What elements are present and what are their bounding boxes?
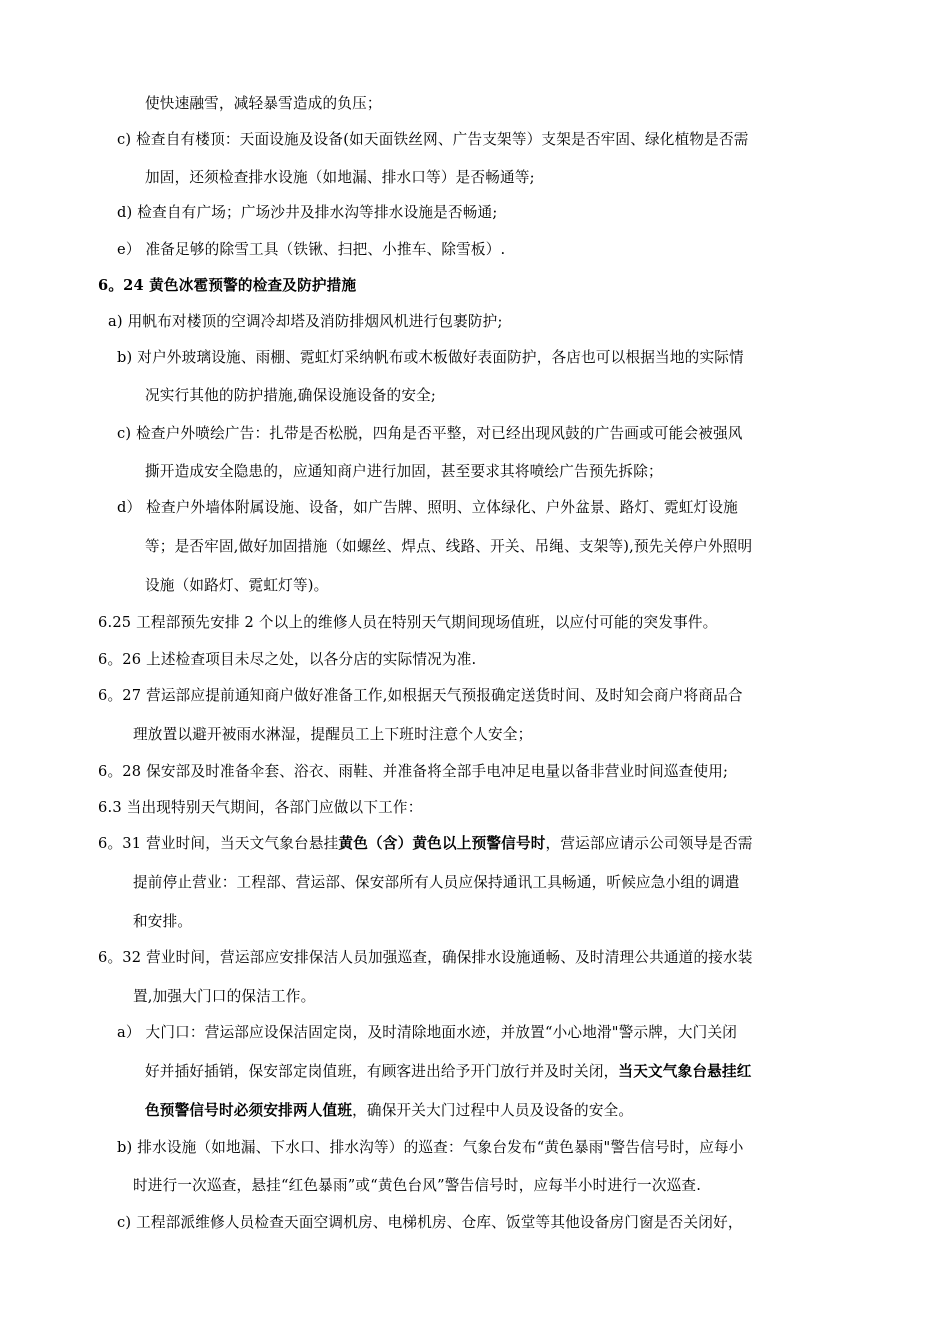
text-run: 设施（如路灯、霓虹灯等)。: [145, 577, 329, 594]
text-run: d) 检查自有广场；广场沙井及排水沟等排水设施是否畅通;: [117, 204, 498, 221]
text-run: 时进行一次巡查，悬挂“红色暴雨”或“黄色台风”警告信号时，应每半小时进行一次巡查.: [133, 1177, 702, 1194]
text-run: 6。31 营业时间，当天文气象台悬挂: [98, 835, 339, 852]
paragraph-line: [0, 912, 950, 932]
text-run: 6。24 黄色冰雹预警的检查及防护措施: [98, 277, 357, 294]
text-run: b) 对户外玻璃设施、雨棚、霓虹灯采纳帆布或木板做好表面防护，各店也可以根据当地的实际情: [117, 349, 744, 366]
paragraph-line: [0, 650, 950, 670]
paragraph-line: [0, 1062, 950, 1082]
text-run: 6。28 保安部及时准备伞套、浴衣、雨鞋、并准备将全部手电冲足电量以备非营业时间巡查使用;: [98, 763, 729, 780]
paragraph-line: [0, 762, 950, 782]
text-run: 好并插好插销，保安部定岗值班，有顾客进出给予开门放行并及时关闭，: [145, 1063, 619, 1080]
paragraph-line: [0, 686, 950, 706]
paragraph-line: [0, 203, 950, 223]
text-run: 使快速融雪，减轻暴雪造成的负压；: [145, 95, 382, 112]
text-run: 况实行其他的防护措施,确保设施设备的安全;: [145, 387, 437, 404]
text-run: 提前停止营业：工程部、营运部、保安部所有人员应保持通讯工具畅通，听候应急小组的调遣: [133, 874, 740, 891]
paragraph-line: [0, 725, 950, 745]
text-run: a） 大门口：营运部应设保洁固定岗，及时清除地面水迹，并放置“小心地滑"警示牌，大门关闭: [117, 1024, 738, 1041]
section-heading: [0, 276, 950, 296]
text-run: 撕开造成安全隐患的，应通知商户进行加固，甚至要求其将喷绘广告预先拆除；: [145, 463, 663, 480]
text-run: e） 准备足够的除雪工具（铁锹、扫把、小推车、除雪板）.: [117, 241, 506, 258]
paragraph-line: [0, 798, 950, 818]
text-run: 6。32 营业时间，营运部应安排保洁人员加强巡查，确保排水设施通畅、及时清理公共通道的接水装: [98, 949, 753, 966]
bold-text-run: 色预警信号时必须安排两人值班: [145, 1102, 353, 1119]
paragraph-line: [0, 240, 950, 260]
paragraph-line: [0, 1023, 950, 1043]
paragraph-line: [0, 1176, 950, 1196]
text-run: 等；是否牢固,做好加固措施（如螺丝、焊点、线路、开关、吊绳、支架等),预先关停户外照明: [145, 538, 753, 555]
paragraph-line: [0, 834, 950, 854]
paragraph-line: [0, 1101, 950, 1121]
paragraph-line: [0, 987, 950, 1007]
text-run: 6.25 工程部预先安排 2 个以上的维修人员在特别天气期间现场值班，以应付可能的突发事件。: [98, 614, 718, 631]
paragraph-line: [0, 386, 950, 406]
paragraph-line: [0, 613, 950, 633]
text-run: 6。26 上述检查项目未尽之处，以各分店的实际情况为准.: [98, 651, 477, 668]
text-run: 理放置以避开被雨水淋湿，提醒员工上下班时注意个人安全；: [133, 726, 533, 743]
paragraph-line: [0, 948, 950, 968]
paragraph-line: [0, 312, 950, 332]
text-run: 加固，还须检查排水设施（如地漏、排水口等）是否畅通等;: [145, 169, 535, 186]
paragraph-line: [0, 498, 950, 518]
paragraph-line: [0, 348, 950, 368]
text-run: c) 工程部派维修人员检查天面空调机房、电梯机房、仓库、饭堂等其他设备房门窗是否关闭好，: [117, 1214, 743, 1231]
text-run: b) 排水设施（如地漏、下水口、排水沟等）的巡查：气象台发布“黄色暴雨"警告信号时，应每小: [117, 1139, 744, 1156]
paragraph-line: [0, 537, 950, 557]
text-run: 6。27 营运部应提前通知商户做好准备工作,如根据天气预报确定送货时间、及时知会商户将商品合: [98, 687, 743, 704]
paragraph-line: [0, 168, 950, 188]
paragraph-line: [0, 576, 950, 596]
paragraph-line: [0, 873, 950, 893]
paragraph-line: [0, 130, 950, 150]
bold-text-run: 当天文气象台悬挂红: [618, 1063, 752, 1080]
bold-text-run: 黄色（含）黄色以上预警信号时: [338, 835, 546, 852]
paragraph-line: [0, 1138, 950, 1158]
paragraph-line: [0, 1213, 950, 1233]
paragraph-line: [0, 94, 950, 114]
paragraph-line: [0, 424, 950, 444]
text-run: 和安排。: [133, 913, 193, 930]
text-run: 6.3 当出现特别天气期间，各部门应做以下工作：: [98, 799, 423, 816]
text-run: a) 用帆布对楼顶的空调冷却塔及消防排烟风机进行包裹防护;: [108, 313, 503, 330]
text-run: ，确保开关大门过程中人员及设备的安全。: [352, 1102, 634, 1119]
text-run: 置,加强大门口的保洁工作。: [133, 988, 316, 1005]
text-run: c) 检查户外喷绘广告：扎带是否松脱，四角是否平整，对已经出现风鼓的广告画或可能会被强风: [117, 425, 743, 442]
text-run: d） 检查户外墙体附属设施、设备，如广告牌、照明、立体绿化、户外盆景、路灯、霓虹灯设施: [117, 499, 738, 516]
paragraph-line: [0, 462, 950, 482]
text-run: c) 检查自有楼顶：天面设施及设备(如天面铁丝网、广告支架等）支架是否牢固、绿化植物是否需: [117, 131, 749, 148]
text-run: ，营运部应请示公司领导是否需: [545, 835, 753, 852]
